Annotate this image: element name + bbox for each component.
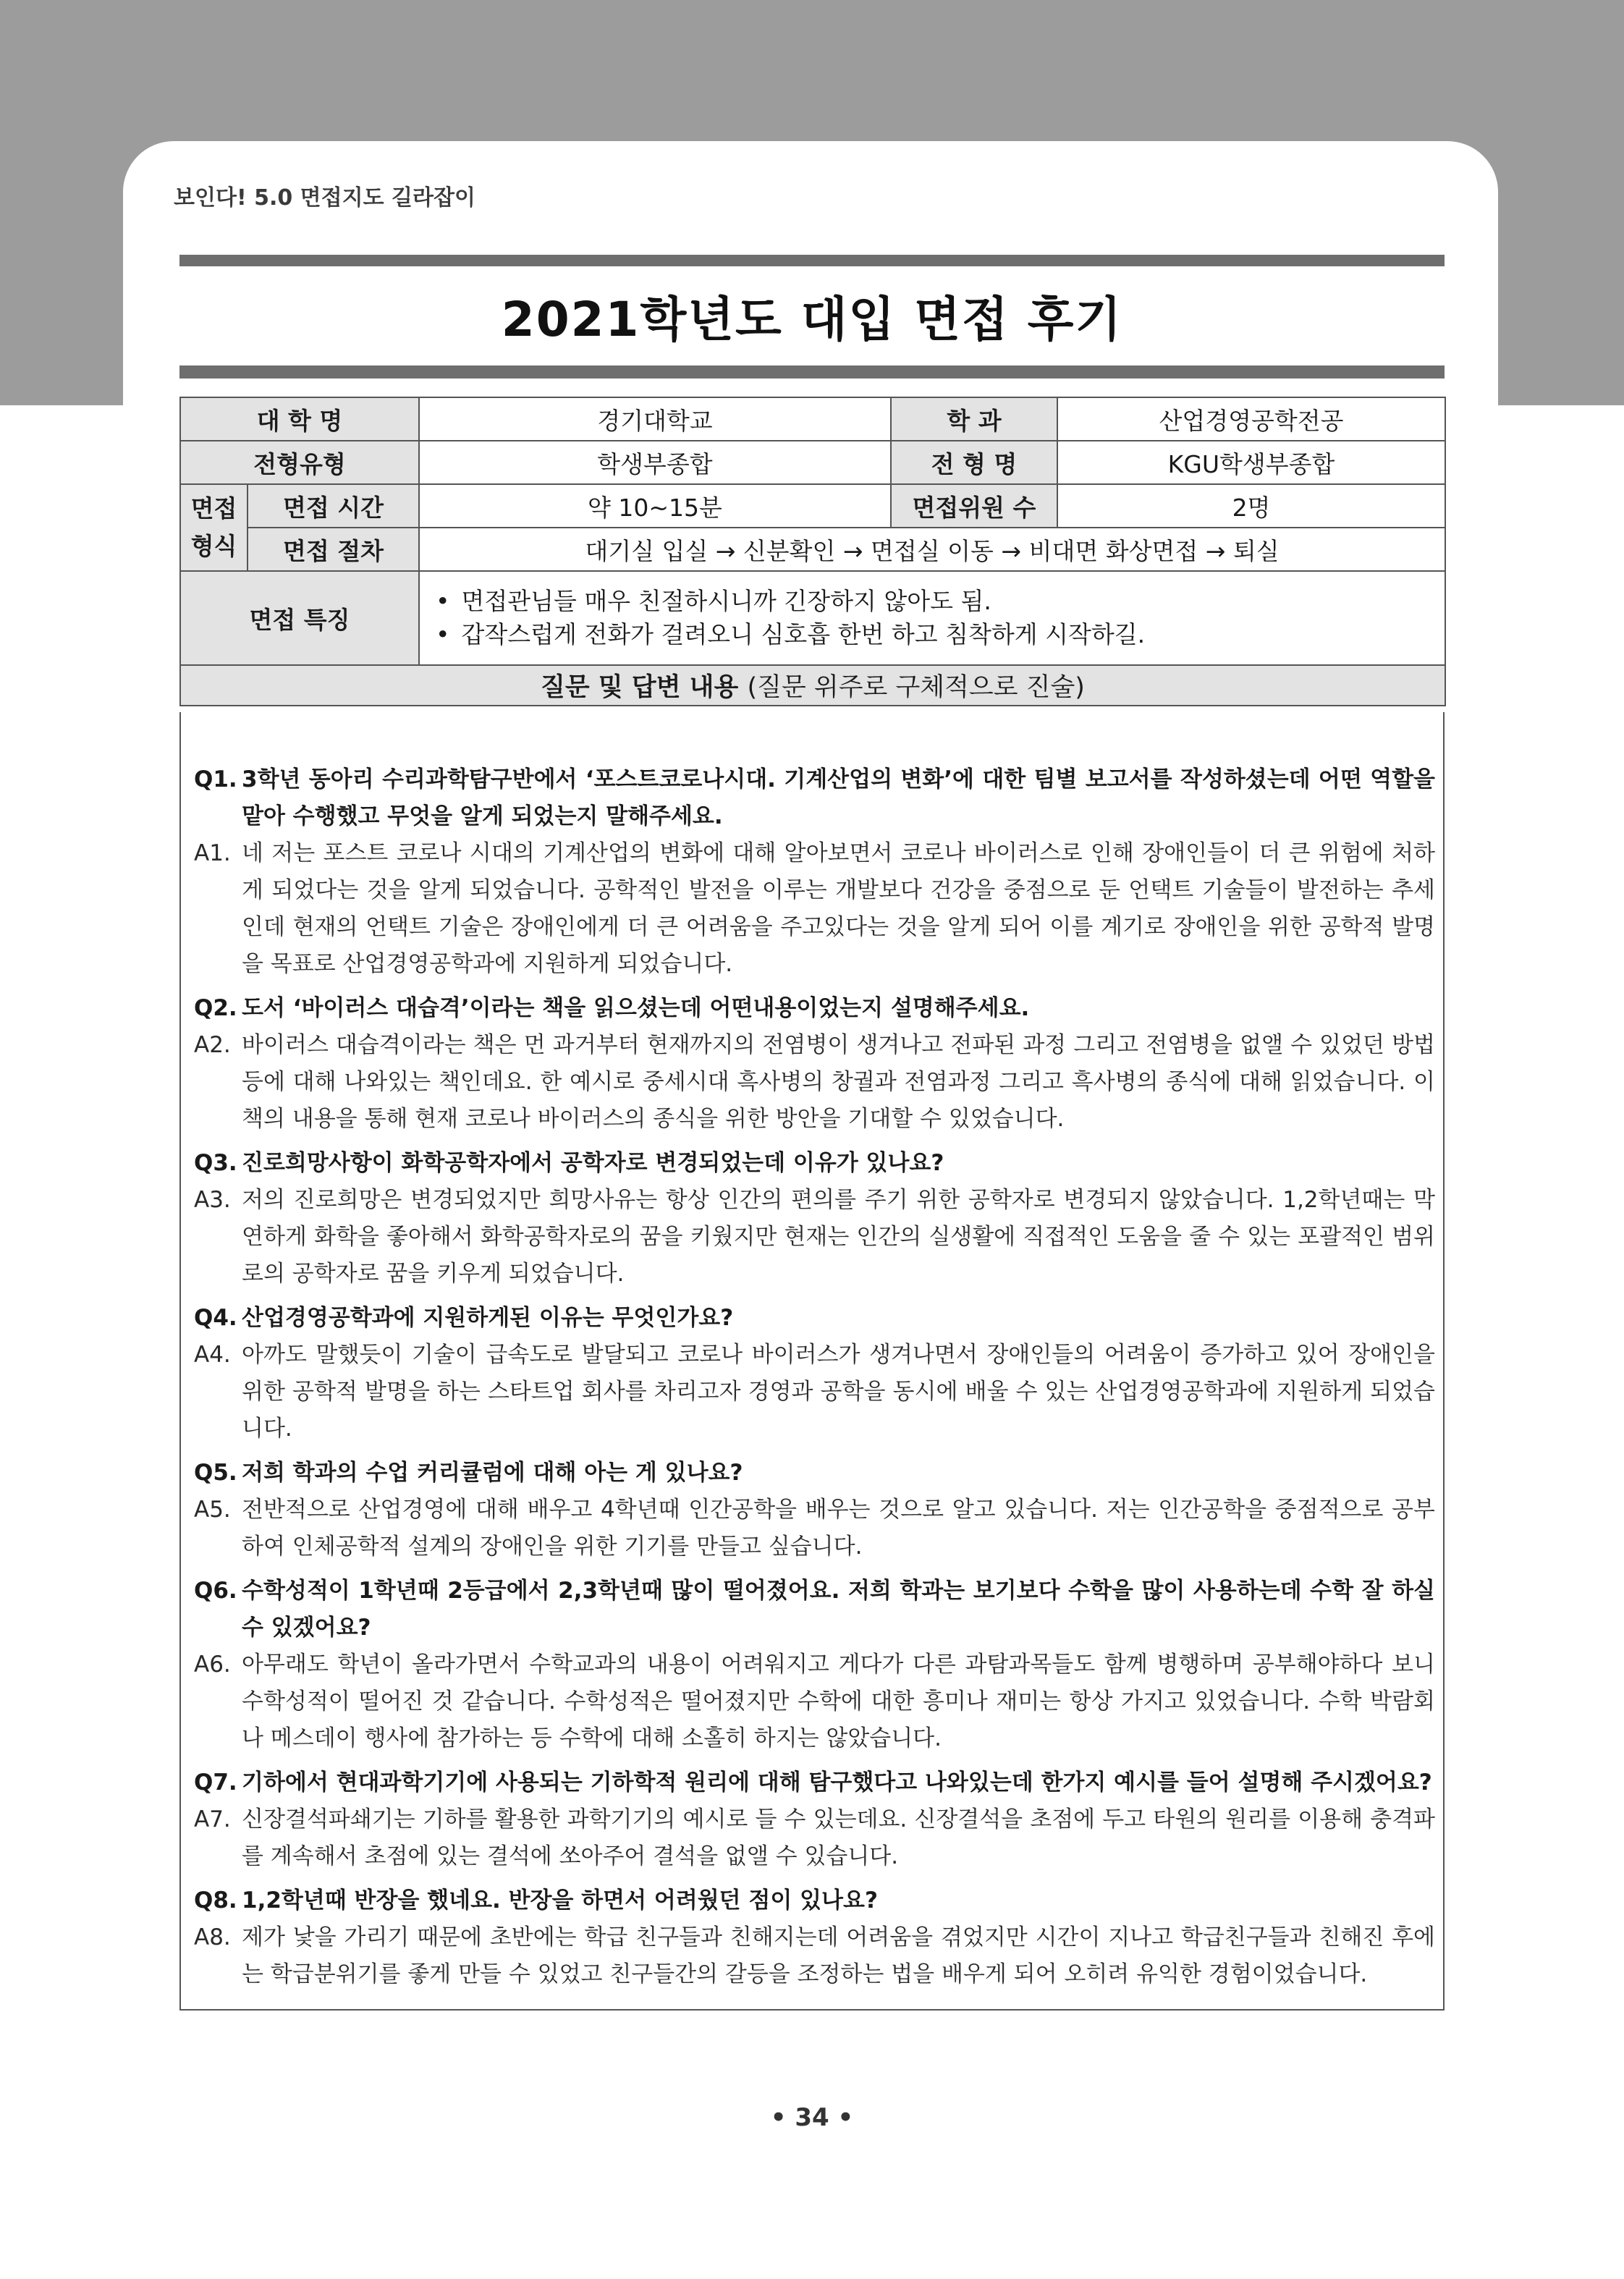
question bbox=[194, 1882, 1435, 1919]
university-value: 경기대학교 bbox=[419, 397, 891, 441]
time-value: 약 10~15분 bbox=[419, 484, 891, 528]
procedure-label: 면접 절차 bbox=[248, 528, 419, 571]
question bbox=[194, 1145, 1435, 1182]
question-text: 진로희망사항이 화학공학자에서 공학자로 변경되었는데 이유가 있나요? bbox=[242, 1150, 944, 1176]
table-row bbox=[180, 571, 1445, 665]
answer bbox=[194, 835, 1435, 983]
answer bbox=[194, 1027, 1435, 1138]
answer-number: A6. bbox=[194, 1652, 231, 1678]
question-number: Q2. bbox=[194, 995, 237, 1021]
admission-name-label: 전 형 명 bbox=[891, 441, 1057, 484]
interviewers-value: 2명 bbox=[1057, 484, 1445, 528]
title-rule-top bbox=[179, 255, 1445, 266]
table-row bbox=[180, 665, 1445, 706]
question-text: 도서 ‘바이러스 대습격’이라는 책을 읽으셨는데 어떤내용이었는지 설명해주세요. bbox=[242, 995, 1030, 1021]
question bbox=[194, 1455, 1435, 1492]
table-row bbox=[180, 397, 1445, 441]
question-number: Q5. bbox=[194, 1460, 237, 1486]
department-label: 학 과 bbox=[891, 397, 1057, 441]
admission-name-value: KGU학생부종합 bbox=[1057, 441, 1445, 484]
format-label: 면접 형식 bbox=[180, 484, 248, 571]
answer-text: 전반적으로 산업경영에 대해 배우고 4학년때 인간공학을 배우는 것으로 알고 있습니다. 저는 인간공학을 중점적으로 공부하여 인체공학적 설계의 장애인을 위한 기기를 만들고 싶습니다. bbox=[242, 1497, 1435, 1560]
question-number: Q4. bbox=[194, 1305, 237, 1331]
qa-list bbox=[194, 761, 1435, 1993]
question-number: Q6. bbox=[194, 1578, 237, 1604]
answer-text: 제가 낯을 가리기 때문에 초반에는 학급 친구들과 친해지는데 어려움을 겪었지만 시간이 지나고 학급친구들과 친해진 후에는 학급분위기를 좋게 만들 수 있었고 친구들간의 갈등을 조정하는 법을 배우게 되어 오히려 유익한 경험이었습니다. bbox=[242, 1924, 1435, 1987]
answer-text: 아까도 말했듯이 기술이 급속도로 발달되고 코로나 바이러스가 생겨나면서 장애인들의 어려움이 증가하고 있어 장애인을 위한 공학적 발명을 하는 스타트업 회사를 차리고자 경영과 공학을 동시에 배울 수 있는 산업경영공학과에 지원하게 되었습니다. bbox=[242, 1342, 1435, 1442]
answer bbox=[194, 1646, 1435, 1757]
question bbox=[194, 1764, 1435, 1801]
answer-number: A2. bbox=[194, 1032, 231, 1058]
features-label: 면접 특징 bbox=[180, 571, 419, 665]
answer-number: A8. bbox=[194, 1924, 231, 1950]
feature-item: • 면접관님들 매우 친절하시니까 긴장하지 않아도 됨. bbox=[436, 585, 1429, 618]
question bbox=[194, 761, 1435, 835]
question bbox=[194, 990, 1435, 1027]
table-row bbox=[180, 528, 1445, 571]
admission-type-value: 학생부종합 bbox=[419, 441, 891, 484]
question-text: 1,2학년때 반장을 했네요. 반장을 하면서 어려웠던 점이 있나요? bbox=[242, 1887, 878, 1914]
question-text: 3학년 동아리 수리과학탐구반에서 ‘포스트코로나시대. 기계산업의 변화’에 대한 팀별 보고서를 작성하셨는데 어떤 역할을 맡아 수행했고 무엇을 알게 되었는지 말해주세요. bbox=[242, 766, 1435, 829]
title-rule-bottom bbox=[179, 365, 1445, 379]
answer-number: A3. bbox=[194, 1187, 231, 1213]
answer-text: 신장결석파쇄기는 기하를 활용한 과학기기의 예시로 들 수 있는데요. 신장결석을 초점에 두고 타원의 원리를 이용해 충격파를 계속해서 초점에 있는 결석에 쏘아주어 결석을 없앨 수 있습니다. bbox=[242, 1806, 1435, 1869]
table-row bbox=[180, 441, 1445, 484]
qa-section-header bbox=[180, 665, 1445, 706]
admission-type-label: 전형유형 bbox=[180, 441, 419, 484]
answer-text: 바이러스 대습격이라는 책은 먼 과거부터 현재까지의 전염병이 생겨나고 전파된 과정 그리고 전염병을 없앨 수 있었던 방법 등에 대해 나와있는 책인데요. 한 예시로 중세시대 흑사병의 창궐과 전염과정 그리고 흑사병의 종식에 대해 읽었습니다. 이 책의 내용을 통해 현재 코로나 바이러스의 종식을 위한 방안을 기대할 수 있었습니다. bbox=[242, 1032, 1435, 1132]
page-number: • 34 • bbox=[770, 2103, 854, 2132]
answer-text: 저의 진로희망은 변경되었지만 희망사유는 항상 인간의 편의를 주기 위한 공학자로 변경되지 않았습니다. 1,2학년때는 막연하게 화학을 좋아해서 화학공학자로의 꿈을 키웠지만 현재는 인간의 실생활에 직접적인 도움을 줄 수 있는 포괄적인 범위로의 공학자로 꿈을 키우게 되었습니다. bbox=[242, 1187, 1435, 1287]
question-text: 기하에서 현대과학기기에 사용되는 기하학적 원리에 대해 탐구했다고 나와있는데 한가지 예시를 들어 설명해 주시겠어요? bbox=[242, 1769, 1432, 1796]
department-value: 산업경영공학전공 bbox=[1057, 397, 1445, 441]
answer bbox=[194, 1182, 1435, 1293]
answer bbox=[194, 1801, 1435, 1875]
question bbox=[194, 1300, 1435, 1337]
answer-text: 아무래도 학년이 올라가면서 수학교과의 내용이 어려워지고 게다가 다른 과탐과목들도 함께 병행하며 공부해야하다 보니 수학성적이 떨어진 것 같습니다. 수학성적은 떨어졌지만 수학에 대한 흥미나 재미는 항상 가지고 있었습니다. 수학 박람회나 메스데이 행사에 참가하는 등 수학에 대해 소홀히 하지는 않았습니다. bbox=[242, 1652, 1435, 1751]
question bbox=[194, 1573, 1435, 1646]
series-title: 보인다! 5.0 면접지도 길라잡이 bbox=[174, 185, 475, 211]
answer-text: 네 저는 포스트 코로나 시대의 기계산업의 변화에 대해 알아보면서 코로나 바이러스로 인해 장애인들이 더 큰 위험에 처하게 되었다는 것을 알게 되었습니다. 공학적인 발전을 이루는 개발보다 건강을 중점으로 둔 언택트 기술들이 발전하는 추세인데 현재의 언택트 기술은 장애인에게 더 큰 어려움을 주고있다는 것을 알게 되어 이를 계기로 장애인을 위한 공학적 발명을 목표로 산업경영공학과에 지원하게 되었습니다. bbox=[242, 840, 1435, 977]
page-title: 2021학년도 대입 면접 후기 bbox=[501, 292, 1123, 347]
answer-number: A4. bbox=[194, 1342, 231, 1368]
procedure-value: 대기실 입실 → 신분확인 → 면접실 이동 → 비대면 화상면접 → 퇴실 bbox=[419, 528, 1445, 571]
answer-number: A1. bbox=[194, 840, 231, 866]
question-number: Q3. bbox=[194, 1150, 237, 1176]
answer bbox=[194, 1337, 1435, 1447]
feature-item: • 갑작스럽게 전화가 걸려오니 심호흡 한번 하고 침착하게 시작하길. bbox=[436, 618, 1429, 651]
answer bbox=[194, 1492, 1435, 1565]
question-text: 저희 학과의 수업 커리큘럼에 대해 아는 게 있나요? bbox=[242, 1460, 743, 1486]
interview-info-table bbox=[179, 397, 1446, 706]
question-text: 산업경영공학과에 지원하게된 이유는 무엇인가요? bbox=[242, 1305, 734, 1331]
answer bbox=[194, 1919, 1435, 1993]
question-text: 수학성적이 1학년때 2등급에서 2,3학년때 많이 떨어졌어요. 저희 학과는 보기보다 수학을 많이 사용하는데 수학 잘 하실 수 있겠어요? bbox=[242, 1578, 1435, 1641]
interviewers-label: 면접위원 수 bbox=[891, 484, 1057, 528]
question-number: Q7. bbox=[194, 1769, 237, 1796]
qa-section-note: (질문 위주로 구체적으로 진술) bbox=[747, 673, 1085, 702]
qa-section-title: 질문 및 답변 내용 bbox=[541, 673, 739, 702]
time-label: 면접 시간 bbox=[248, 484, 419, 528]
features-list bbox=[419, 571, 1445, 665]
answer-number: A5. bbox=[194, 1497, 231, 1523]
question-number: Q8. bbox=[194, 1887, 237, 1914]
answer-number: A7. bbox=[194, 1806, 231, 1832]
table-row bbox=[180, 484, 1445, 528]
university-label: 대 학 명 bbox=[180, 397, 419, 441]
question-number: Q1. bbox=[194, 766, 237, 792]
